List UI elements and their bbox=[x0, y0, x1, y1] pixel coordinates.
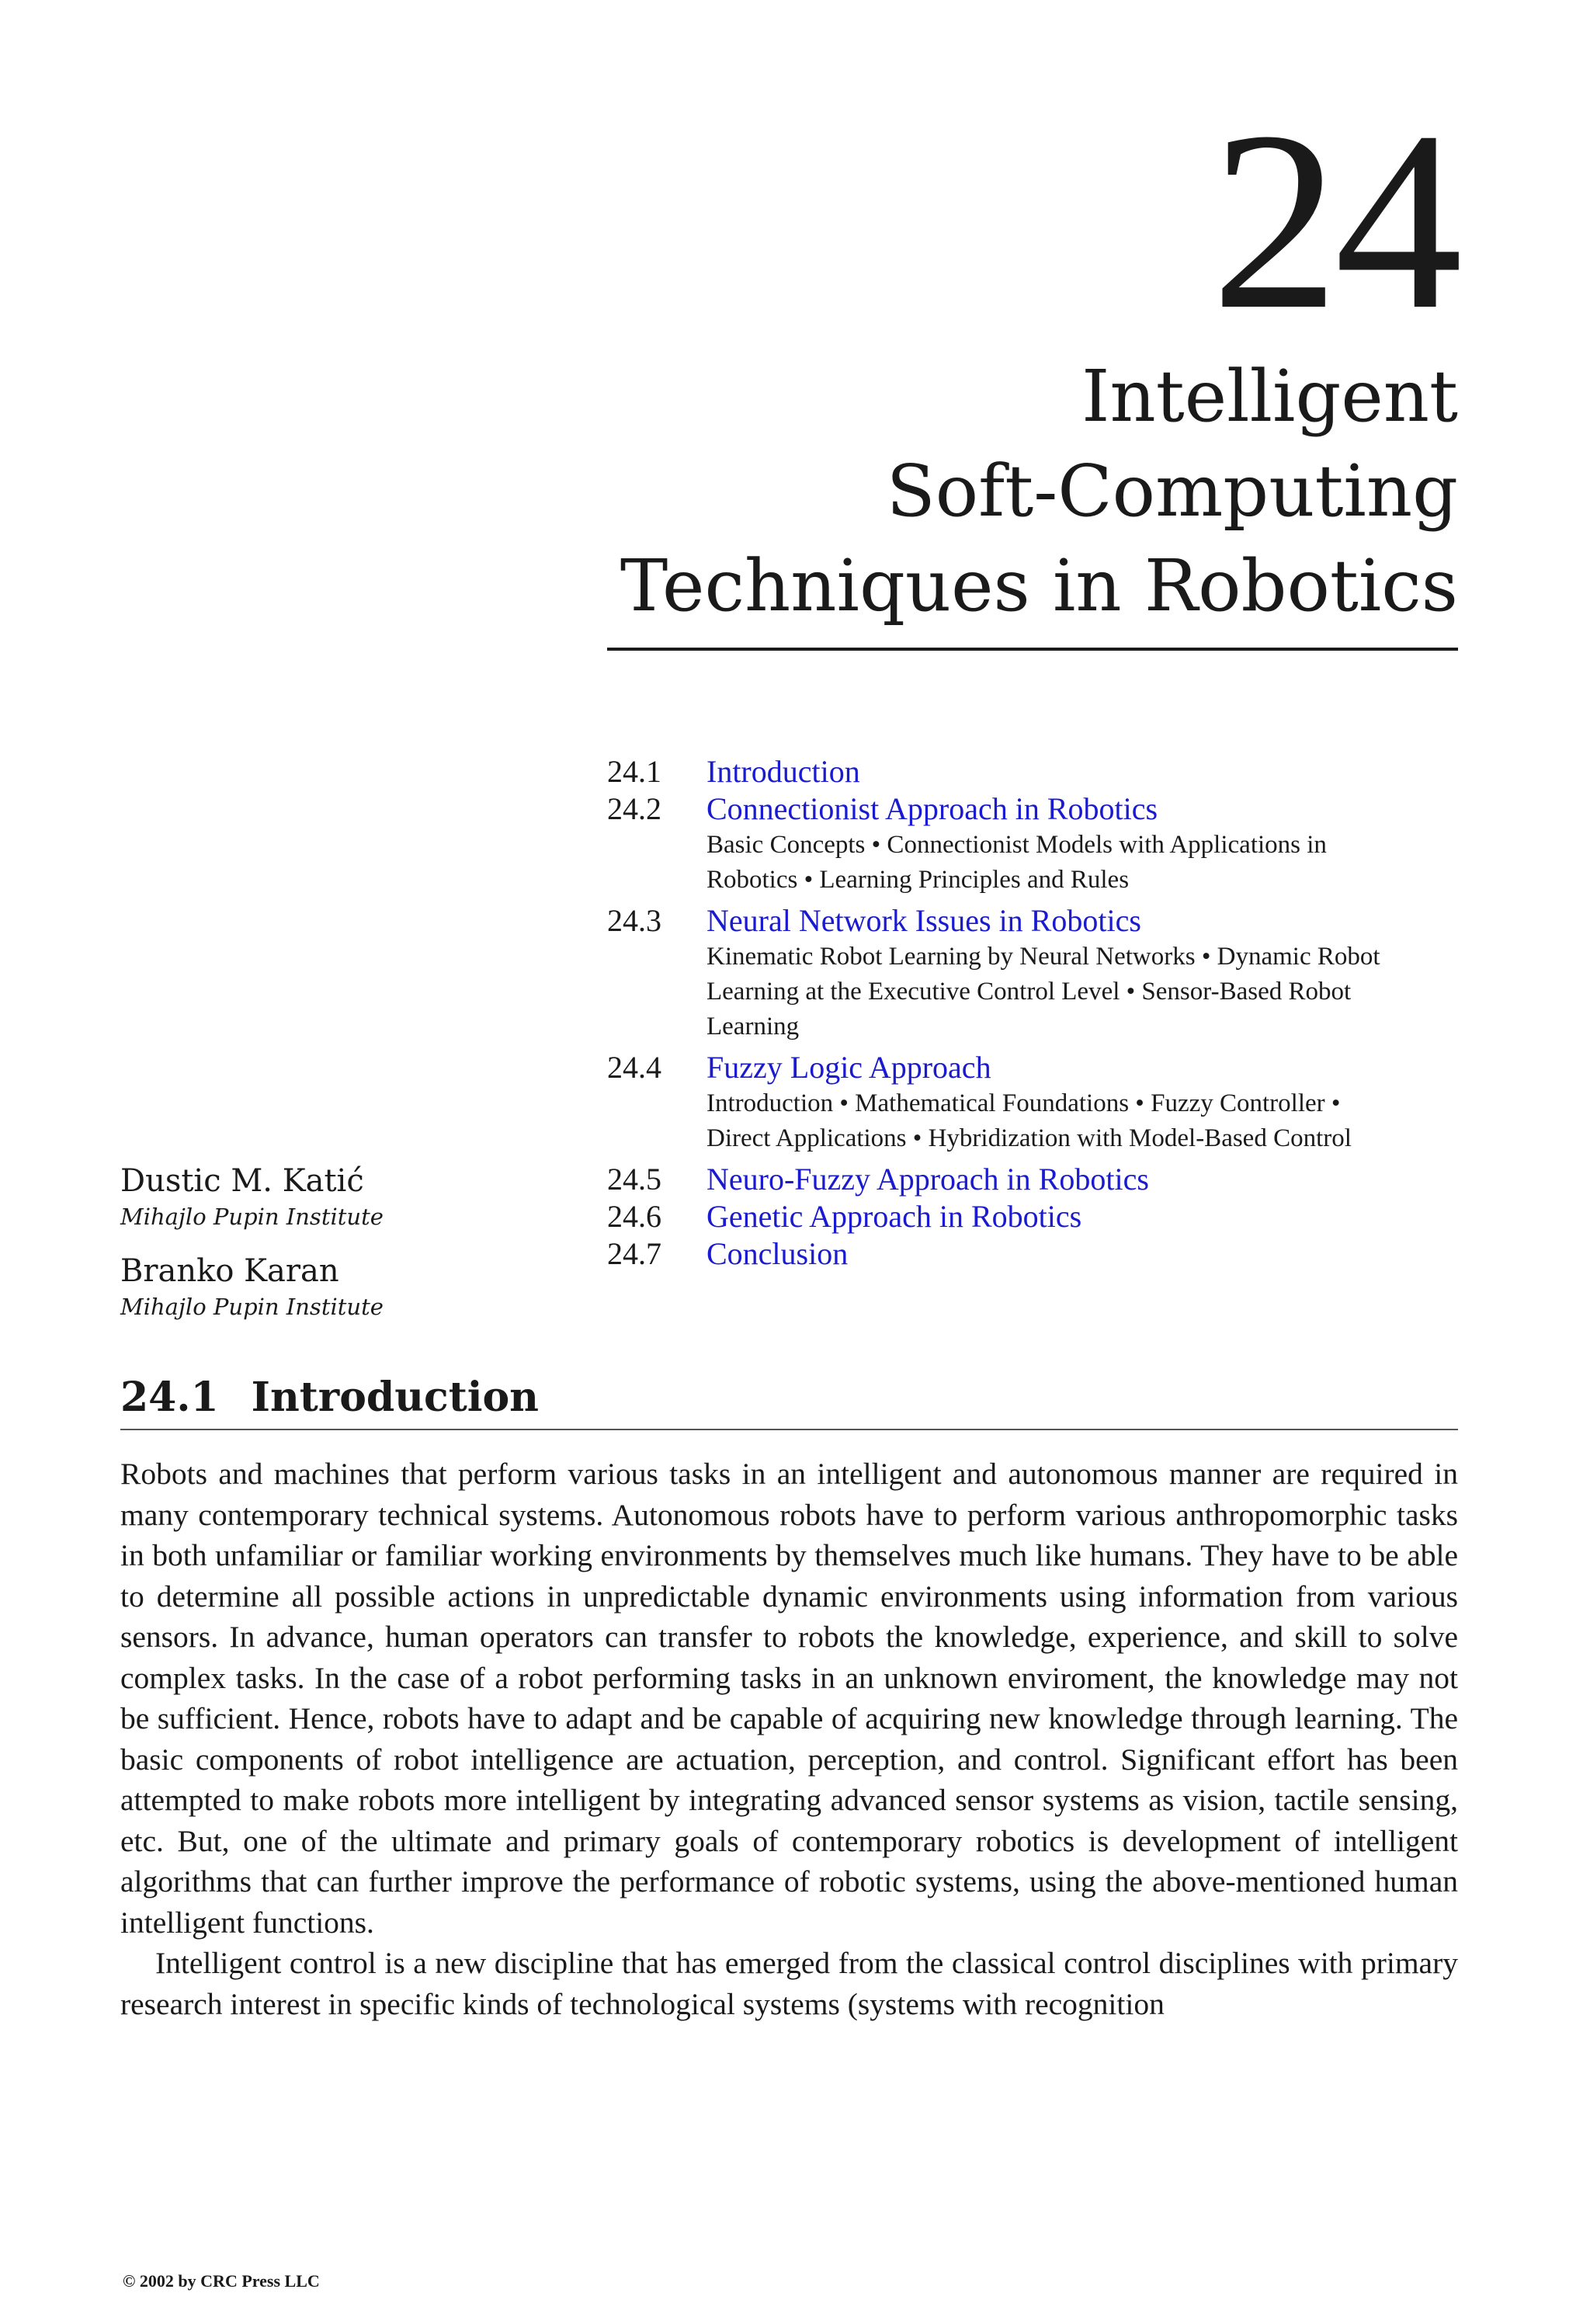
toc-entry bbox=[607, 902, 1461, 1049]
toc-entry bbox=[607, 1161, 1461, 1198]
toc-number: 24.5 bbox=[607, 1162, 661, 1197]
toc-link-neuro-fuzzy-approach[interactable]: Neuro-Fuzzy Approach in Robotics bbox=[706, 1162, 1149, 1197]
table-of-contents bbox=[607, 753, 1461, 1273]
paragraph: Intelligent control is a new discipline that has emerged from the classical control disciplines with primary research interest in specific kinds of technological systems (systems with recognition bbox=[120, 1946, 1458, 2021]
chapter-number: 24 bbox=[1211, 79, 1458, 363]
title-divider bbox=[607, 648, 1458, 651]
toc-link-introduction[interactable]: Introduction bbox=[706, 754, 860, 789]
toc-entry bbox=[607, 790, 1461, 902]
toc-number: 24.2 bbox=[607, 791, 661, 826]
body-text bbox=[120, 1454, 1458, 2024]
toc-number: 24.3 bbox=[607, 903, 661, 938]
toc-link-neural-network-issues[interactable]: Neural Network Issues in Robotics bbox=[706, 903, 1141, 938]
toc-entry bbox=[607, 753, 1461, 790]
toc-link-connectionist-approach[interactable]: Connectionist Approach in Robotics bbox=[706, 791, 1158, 826]
section-heading bbox=[120, 1373, 539, 1423]
chapter-title bbox=[526, 349, 1458, 634]
toc-number: 24.4 bbox=[607, 1050, 661, 1085]
copyright-notice: © 2002 by CRC Press LLC bbox=[123, 2271, 320, 2291]
toc-entry bbox=[607, 1198, 1461, 1235]
toc-link-fuzzy-logic-approach[interactable]: Fuzzy Logic Approach bbox=[706, 1050, 991, 1085]
author-affiliation: Mihajlo Pupin Institute bbox=[120, 1294, 384, 1320]
author-list bbox=[120, 1161, 384, 1341]
toc-number: 24.1 bbox=[607, 754, 661, 789]
chapter-title-line: Soft-Computing bbox=[886, 450, 1458, 533]
toc-number: 24.7 bbox=[607, 1236, 661, 1271]
chapter-title-line: Techniques in Robotics bbox=[620, 544, 1458, 627]
paragraph: Robots and machines that perform various tasks in an intelligent and autonomous manner are required in many contemporary technical systems. Autonomous robots have to perform various anthropomorphic tasks in both unfamiliar or familiar working environments by themselves much like humans. They have to be able to determine all possible actions in unpredictable dynamic environments using information from various sensors. In advance, human operators can transfer to robots the knowledge, experience, and skill to solve complex tasks. In the case of a robot performing tasks in an unknown enviroment, the knowledge may not be sufficient. Hence, robots have to adapt and be capable of acquiring new knowledge through learning. The basic components of robot intelligence are actuation, perception, and control. Significant effort has been attempted to make robots more intelligent by integrating advanced sensor systems as vision, tactile sensing, etc. But, one of the ultimate and primary goals of contemporary robotics is development of intelligent algorithms that can further improve the performance of robotic systems, using the above-mentioned human intelligent functions. bbox=[120, 1457, 1458, 1940]
author-name: Branko Karan bbox=[120, 1253, 339, 1289]
section-divider bbox=[120, 1429, 1458, 1430]
toc-entry bbox=[607, 1049, 1461, 1161]
section-number: 24.1 bbox=[120, 1374, 219, 1421]
toc-entry bbox=[607, 1235, 1461, 1273]
author-name: Dustic M. Katić bbox=[120, 1163, 364, 1199]
toc-number: 24.6 bbox=[607, 1199, 661, 1234]
section-title: Introduction bbox=[251, 1374, 539, 1421]
toc-subtopics: Kinematic Robot Learning by Neural Networks • Dynamic Robot Learning at the Executive Control Level • Sensor-Based Robot Learning bbox=[706, 943, 1380, 1040]
author-affiliation: Mihajlo Pupin Institute bbox=[120, 1204, 384, 1230]
toc-subtopics: Basic Concepts • Connectionist Models with Applications in Robotics • Learning Principles and Rules bbox=[706, 831, 1327, 894]
toc-subtopics: Introduction • Mathematical Foundations • Fuzzy Controller • Direct Applications • Hybridization with Model-Based Control bbox=[706, 1089, 1352, 1152]
chapter-title-line: Intelligent bbox=[1081, 355, 1458, 438]
toc-link-conclusion[interactable]: Conclusion bbox=[706, 1236, 849, 1271]
toc-link-genetic-approach[interactable]: Genetic Approach in Robotics bbox=[706, 1199, 1082, 1234]
